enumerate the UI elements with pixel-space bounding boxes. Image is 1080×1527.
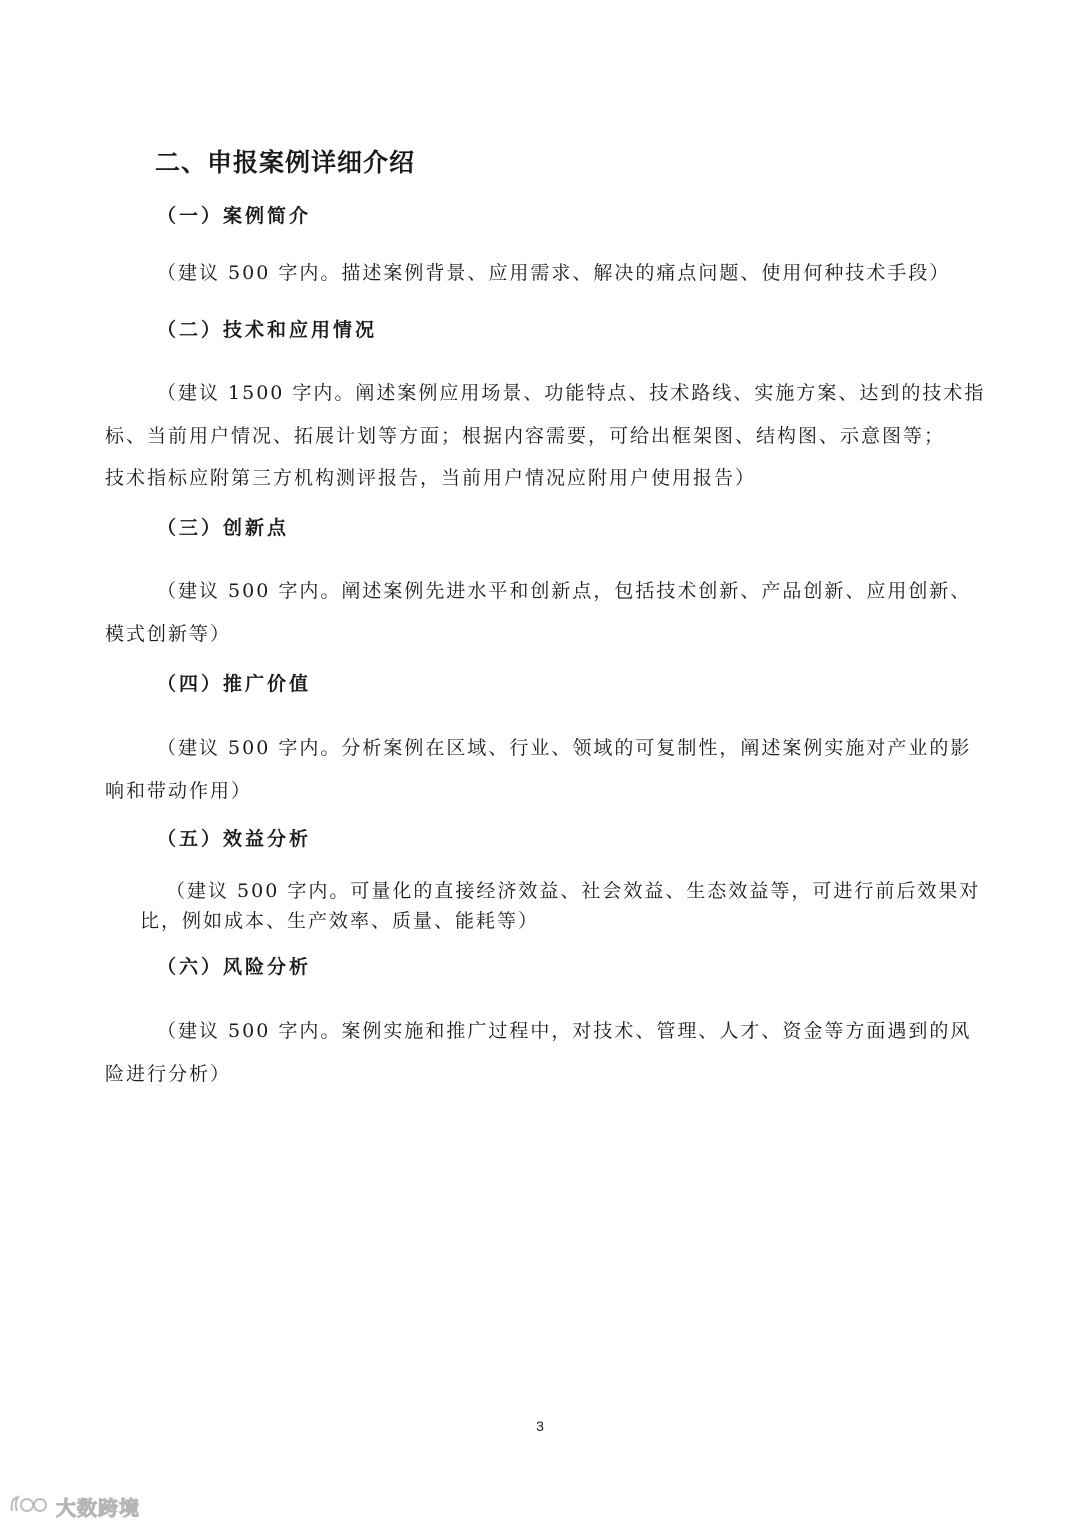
section-paragraph-3 xyxy=(105,570,971,655)
section-heading-3: （三）创新点 xyxy=(157,517,290,539)
section-heading-2: （二）技术和应用情况 xyxy=(157,319,378,341)
paragraph-line: （建议 500 字内。分析案例在区域、行业、领域的可复制性，阐述案例实施对产业的影 xyxy=(157,737,972,759)
paragraph-line: （建议 500 字内。阐述案例先进水平和创新点，包括技术创新、产品创新、应用创新、 xyxy=(157,580,972,602)
paragraph-line: （建议 500 字内。描述案例背景、应用需求、解决的痛点问题、使用何种技术手段） xyxy=(157,262,951,284)
section-heading-5: （五）效益分析 xyxy=(157,828,312,850)
watermark-text: 大数跨境 xyxy=(56,1495,140,1520)
section-heading-4: （四）推广价值 xyxy=(157,673,312,695)
section-paragraph-6 xyxy=(105,1010,971,1095)
section-paragraph-5 xyxy=(140,876,980,936)
logo-icon xyxy=(8,1493,52,1519)
section-paragraph-4 xyxy=(105,727,971,812)
watermark xyxy=(8,1493,140,1519)
paragraph-line: （建议 1500 字内。阐述案例应用场景、功能特点、技术路线、实施方案、达到的技术指 xyxy=(157,382,986,404)
paragraph-line: 响和带动作用） xyxy=(105,779,253,802)
section-paragraph-1 xyxy=(157,259,950,287)
paragraph-line: 模式创新等） xyxy=(105,622,232,645)
paragraph-line: 比，例如成本、生产效率、质量、能耗等） xyxy=(140,910,540,932)
paragraph-line: （建议 500 字内。可量化的直接经济效益、社会效益、生态效益等，可进行前后效果对 xyxy=(166,880,981,902)
paragraph-line: 技术指标应附第三方机构测评报告，当前用户情况应附用户使用报告） xyxy=(105,467,757,489)
paragraph-line: （建议 500 字内。案例实施和推广过程中，对技术、管理、人才、资金等方面遇到的风 xyxy=(157,1020,972,1042)
page-number: 3 xyxy=(536,1418,544,1434)
paragraph-line: 险进行分析） xyxy=(105,1062,232,1085)
section-heading-1: （一）案例简介 xyxy=(157,205,312,227)
section-paragraph-2 xyxy=(105,372,985,500)
page-title: 二、申报案例详细介绍 xyxy=(155,148,416,177)
paragraph-line: 标、当前用户情况、拓展计划等方面；根据内容需要，可给出框架图、结构图、示意图等； xyxy=(105,424,946,447)
section-heading-6: （六）风险分析 xyxy=(157,956,312,978)
